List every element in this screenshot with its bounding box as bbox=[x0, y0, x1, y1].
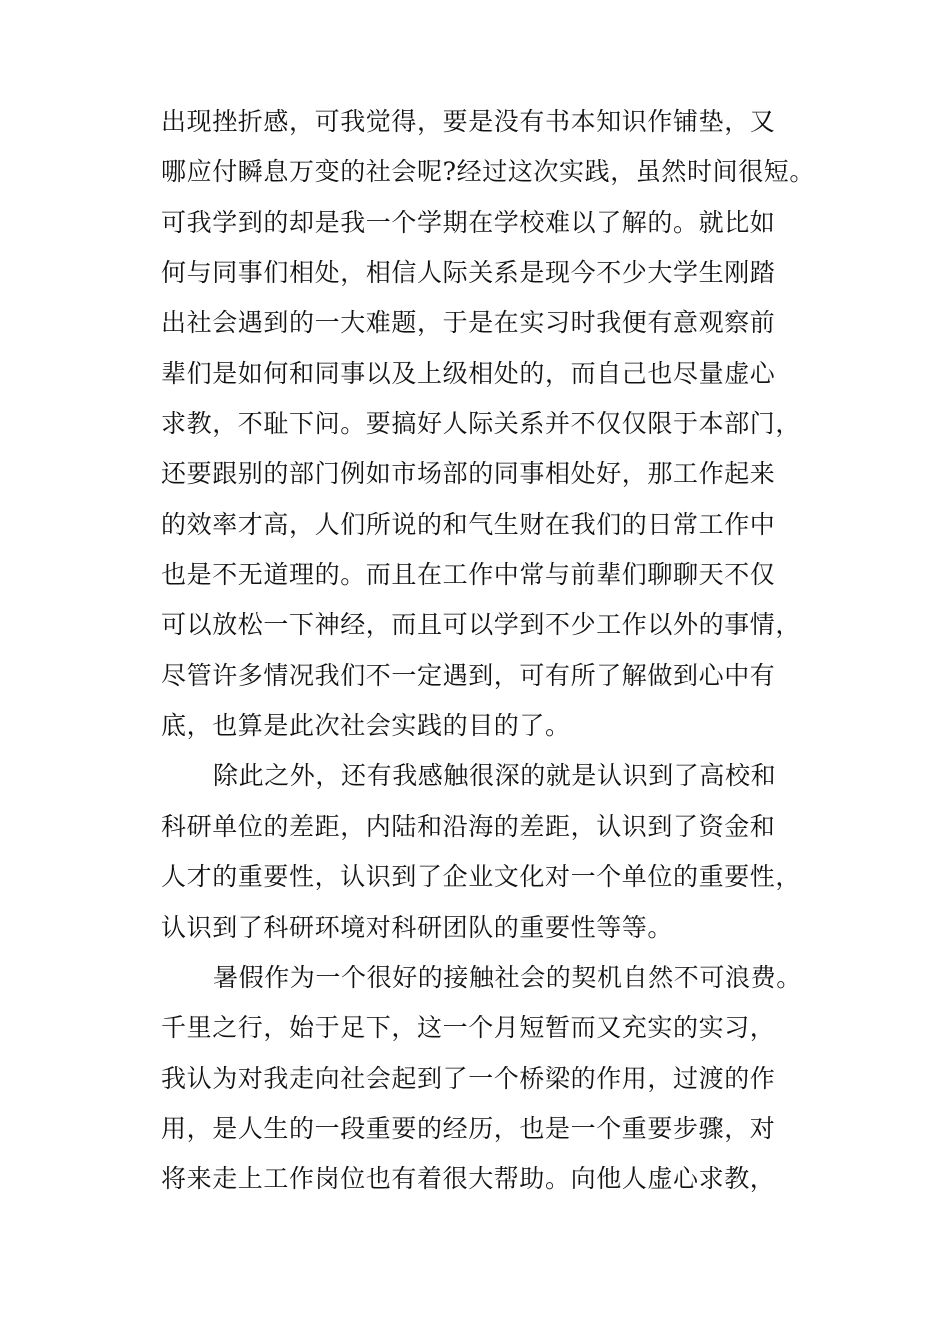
text-line: 认识到了科研环境对科研团队的重要性等等。 bbox=[161, 912, 674, 942]
text-line: 科研单位的差距，内陆和沿海的差距，认识到了资金和 bbox=[161, 811, 776, 841]
text-line: 也是不无道理的。而且在工作中常与前辈们聊聊天不仅 bbox=[161, 560, 776, 590]
text-line: 千里之行，始于足下，这一个月短暂而又充实的实习， bbox=[161, 1013, 776, 1043]
text-line: 的效率才高，人们所说的和气生财在我们的日常工作中 bbox=[161, 509, 776, 539]
text-line: 尽管许多情况我们不一定遇到，可有所了解做到心中有 bbox=[161, 660, 776, 690]
text-line: 底，也算是此次社会实践的目的了。 bbox=[161, 711, 571, 741]
text-line: 何与同事们相处，相信人际关系是现今不少大学生刚踏 bbox=[161, 258, 776, 288]
text-line: 出社会遇到的一大难题，于是在实习时我便有意观察前 bbox=[161, 308, 776, 338]
text-line: 人才的重要性，认识到了企业文化对一个单位的重要性， bbox=[161, 862, 802, 892]
text-line: 可以放松一下神经，而且可以学到不少工作以外的事情， bbox=[161, 610, 802, 640]
text-line: 还要跟别的部门例如市场部的同事相处好，那工作起来 bbox=[161, 459, 776, 489]
text-line: 我认为对我走向社会起到了一个桥梁的作用，过渡的作 bbox=[161, 1063, 776, 1093]
text-line: 哪应付瞬息万变的社会呢?经过这次实践，虽然时间很短。 bbox=[161, 157, 816, 187]
body-text bbox=[161, 97, 821, 1205]
text-line: 用，是人生的一段重要的经历，也是一个重要步骤，对 bbox=[161, 1113, 776, 1143]
text-line: 出现挫折感，可我觉得，要是没有书本知识作铺垫，又 bbox=[161, 107, 776, 136]
text-line: 将来走上工作岗位也有着很大帮助。向他人虚心求教， bbox=[161, 1164, 776, 1194]
text-line: 辈们是如何和同事以及上级相处的，而自己也尽量虚心 bbox=[161, 358, 776, 388]
text-line: 求教，不耻下问。要搞好人际关系并不仅仅限于本部门， bbox=[161, 409, 802, 439]
text-line: 可我学到的却是我一个学期在学校难以了解的。就比如 bbox=[161, 207, 776, 237]
paragraph-first-line: 暑假作为一个很好的接触社会的契机自然不可浪费。 bbox=[213, 962, 802, 992]
paragraph-first-line: 除此之外，还有我感触很深的就是认识到了高校和 bbox=[213, 761, 777, 791]
